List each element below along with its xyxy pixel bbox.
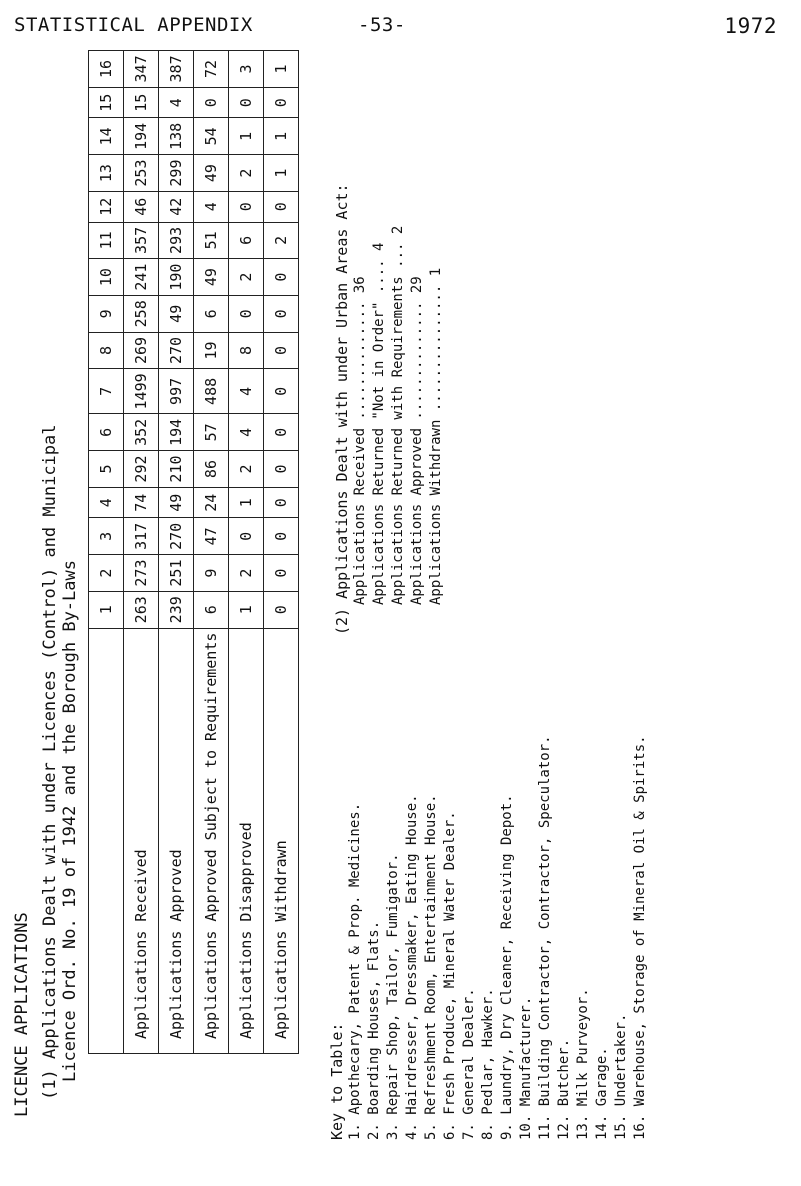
urban-item-value: 36: [352, 276, 368, 294]
table-cell: 138: [159, 118, 194, 155]
table-cell: 292: [124, 451, 159, 488]
row-label: Applications Disapproved: [229, 628, 264, 1053]
table-cell: 49: [159, 487, 194, 518]
table-cell: 2: [229, 259, 264, 296]
key-item: 13. Milk Purveyor.: [575, 988, 591, 1140]
urban-item-value: 2: [390, 225, 406, 235]
table-row: [194, 51, 229, 1054]
table-cell: 1: [264, 118, 299, 155]
table-cell: 239: [159, 591, 194, 628]
urban-title: (2) Applications Dealt with under Urban Areas Act:: [333, 183, 351, 635]
column-number: 9: [89, 295, 124, 332]
table-cell: 488: [194, 369, 229, 414]
corner-cell: [89, 628, 124, 1053]
table-cell: 251: [159, 555, 194, 592]
table-cell: 293: [159, 222, 194, 259]
table-cell: 0: [264, 87, 299, 118]
urban-item: [371, 183, 390, 635]
column-number: 3: [89, 518, 124, 555]
table-cell: 273: [124, 555, 159, 592]
licence-table: [88, 50, 299, 1054]
row-label: Applications Approved: [159, 628, 194, 1053]
urban-item: [409, 183, 428, 635]
table-cell: 72: [194, 51, 229, 88]
column-number: 7: [89, 369, 124, 414]
page-number: -53-: [358, 14, 406, 36]
table-cell: 997: [159, 369, 194, 414]
report-year: 1972: [724, 14, 777, 38]
table-cell: 270: [159, 518, 194, 555]
urban-item-value: 29: [409, 276, 425, 294]
urban-item: [352, 183, 371, 635]
subtitle-line-1: (1) Applications Dealt with under Licences (Control) and Municipal: [40, 424, 60, 1100]
table-cell: 49: [194, 155, 229, 192]
column-number: 13: [89, 155, 124, 192]
column-number: 12: [89, 191, 124, 222]
table-cell: 9: [194, 555, 229, 592]
table-cell: 0: [229, 191, 264, 222]
table-cell: 387: [159, 51, 194, 88]
table-cell: 210: [159, 451, 194, 488]
table-cell: 46: [124, 191, 159, 222]
table-cell: 347: [124, 51, 159, 88]
key-item: 3. Repair Shop, Tailor, Fumigator.: [385, 853, 401, 1140]
table-cell: 1: [229, 591, 264, 628]
key-item: 5. Refreshment Room, Entertainment House.: [423, 794, 439, 1140]
table-cell: 4: [229, 369, 264, 414]
table-cell: 4: [159, 87, 194, 118]
table-cell: 2: [229, 155, 264, 192]
key-item: 14. Garage.: [594, 1047, 610, 1140]
column-number: 10: [89, 259, 124, 296]
table-cell: 0: [264, 555, 299, 592]
section-title: LICENCE APPLICATIONS: [12, 912, 32, 1117]
table-cell: 0: [229, 295, 264, 332]
table-cell: 0: [194, 87, 229, 118]
table-cell: 74: [124, 487, 159, 518]
key-to-table: [328, 735, 651, 1140]
row-label: Applications Withdrawn: [264, 628, 299, 1053]
urban-item-label: Applications Approved ..............: [409, 293, 425, 605]
table-cell: 357: [124, 222, 159, 259]
table-cell: 2: [264, 222, 299, 259]
table-cell: 6: [194, 295, 229, 332]
table-cell: 0: [264, 191, 299, 222]
table-cell: 0: [229, 87, 264, 118]
column-number: 15: [89, 87, 124, 118]
table-cell: 0: [264, 487, 299, 518]
key-item: 6. Fresh Produce, Mineral Water Dealer.: [442, 811, 458, 1140]
table-cell: 47: [194, 518, 229, 555]
subtitle-line-2: Licence Ord. No. 19 of 1942 and the Borough By-Laws: [60, 560, 80, 1082]
urban-item: [428, 183, 447, 635]
table-cell: 0: [264, 518, 299, 555]
table-cell: 49: [159, 295, 194, 332]
key-item: 8. Pedlar, Hawker.: [480, 988, 496, 1140]
key-item: 4. Hairdresser, Dressmaker, Eating House.: [404, 794, 420, 1140]
urban-item-label: Applications Returned with Requirements ...: [390, 234, 406, 605]
key-item: 12. Butcher.: [556, 1038, 572, 1140]
appendix-header: STATISTICAL APPENDIX: [14, 14, 253, 36]
urban-item-label: Applications Received ..............: [352, 293, 368, 605]
table-cell: 299: [159, 155, 194, 192]
table-cell: 8: [229, 332, 264, 369]
table-cell: 19: [194, 332, 229, 369]
rotated-page-content: [0, 50, 800, 1150]
column-number: 2: [89, 555, 124, 592]
table-cell: 190: [159, 259, 194, 296]
key-title: Key to Table:: [328, 1022, 346, 1140]
table-cell: 269: [124, 332, 159, 369]
table-cell: 49: [194, 259, 229, 296]
table-cell: 4: [194, 191, 229, 222]
table-cell: 0: [264, 259, 299, 296]
key-item: 9. Laundry, Dry Cleaner, Receiving Depot.: [499, 794, 515, 1140]
key-item: 2. Boarding Houses, Flats.: [366, 920, 382, 1140]
table-cell: 1: [229, 118, 264, 155]
urban-item-label: Applications Withdrawn ...............: [428, 276, 444, 605]
table-cell: 42: [159, 191, 194, 222]
key-item: 16. Warehouse, Storage of Mineral Oil & Spirits.: [632, 735, 648, 1140]
table-cell: 57: [194, 414, 229, 451]
column-number: 1: [89, 591, 124, 628]
table-cell: 1: [229, 487, 264, 518]
table-cell: 1499: [124, 369, 159, 414]
table-cell: 317: [124, 518, 159, 555]
table-cell: 270: [159, 332, 194, 369]
table-cell: 1: [264, 51, 299, 88]
table-cell: 0: [264, 332, 299, 369]
column-number: 14: [89, 118, 124, 155]
column-number: 5: [89, 451, 124, 488]
table-cell: 2: [229, 555, 264, 592]
section-subtitle: [40, 424, 80, 1100]
table-cell: 86: [194, 451, 229, 488]
table-cell: 0: [264, 414, 299, 451]
key-item: 7. General Dealer.: [461, 988, 477, 1140]
table-row: [264, 51, 299, 1054]
table-cell: 24: [194, 487, 229, 518]
table-cell: 6: [194, 591, 229, 628]
key-item: 11. Building Contractor, Contractor, Speculator.: [537, 735, 553, 1140]
table-row: [229, 51, 264, 1054]
table-cell: 54: [194, 118, 229, 155]
table-cell: 2: [229, 451, 264, 488]
urban-item-label: Applications Returned "Not in Order" ....: [371, 250, 387, 605]
urban-areas-section: [333, 183, 447, 635]
column-number: 11: [89, 222, 124, 259]
table-cell: 0: [264, 295, 299, 332]
table-cell: 352: [124, 414, 159, 451]
column-number: 4: [89, 487, 124, 518]
table-header-row: [89, 51, 124, 1054]
column-number: 6: [89, 414, 124, 451]
urban-item-value: 4: [371, 242, 387, 251]
row-label: Applications Received: [124, 628, 159, 1053]
table-row: [159, 51, 194, 1054]
key-item: 1. Apothecary, Patent & Prop. Medicines.: [347, 802, 363, 1140]
table-cell: 1: [264, 155, 299, 192]
table-cell: 0: [264, 369, 299, 414]
table-cell: 0: [264, 591, 299, 628]
table-cell: 3: [229, 51, 264, 88]
table-cell: 258: [124, 295, 159, 332]
key-item: 10. Manufacturer.: [518, 996, 534, 1140]
table-cell: 0: [264, 451, 299, 488]
table-row: [124, 51, 159, 1054]
urban-item-value: 1: [428, 267, 444, 277]
table-cell: 253: [124, 155, 159, 192]
table-cell: 194: [124, 118, 159, 155]
table-cell: 0: [229, 518, 264, 555]
column-number: 16: [89, 51, 124, 88]
table-cell: 15: [124, 87, 159, 118]
key-item: 15. Undertaker.: [613, 1013, 629, 1140]
table-cell: 241: [124, 259, 159, 296]
row-label: Applications Approved Subject to Requirements: [194, 628, 229, 1053]
table-cell: 194: [159, 414, 194, 451]
table-cell: 4: [229, 414, 264, 451]
table-cell: 263: [124, 591, 159, 628]
table-cell: 51: [194, 222, 229, 259]
urban-item: [390, 183, 409, 635]
table-cell: 6: [229, 222, 264, 259]
column-number: 8: [89, 332, 124, 369]
